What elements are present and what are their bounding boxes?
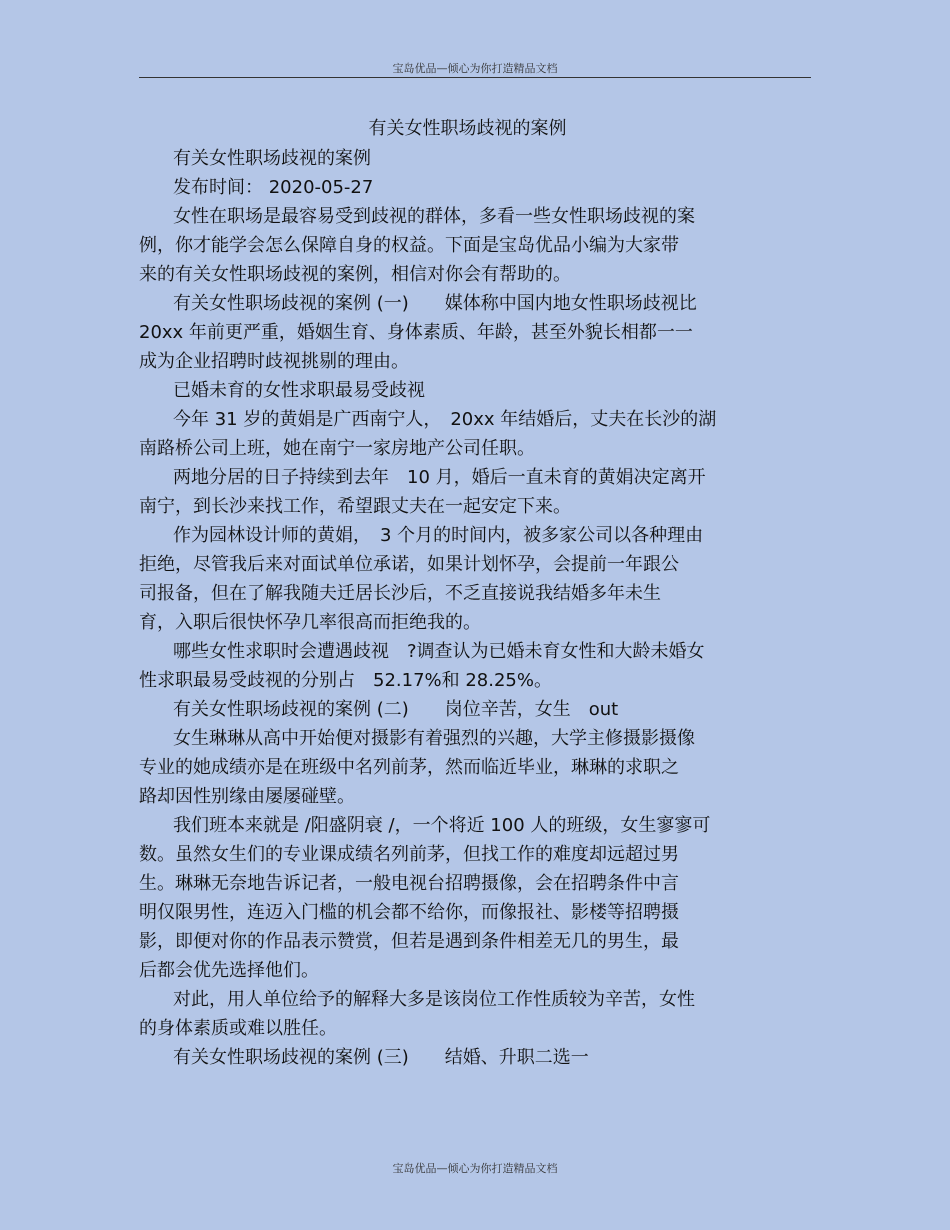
- header-divider: [139, 77, 811, 78]
- paragraph-line: 两地分居的日子持续到去年 10 月，婚后一直未育的黄娟决定离开: [173, 467, 706, 488]
- paragraph-line: 女生琳琳从高中开始便对摄影有着强烈的兴趣，大学主修摄影摄像: [173, 728, 695, 749]
- paragraph-line: 的身体素质或难以胜任。: [139, 1018, 337, 1039]
- subtitle-line: 有关女性职场歧视的案例: [173, 148, 371, 169]
- paragraph-line: 数。虽然女生们的专业课成绩名列前茅，但找工作的难度却远超过男: [139, 844, 679, 865]
- paragraph-line: 对此，用人单位给予的解释大多是该岗位工作性质较为辛苦，女性: [173, 989, 695, 1010]
- paragraph-line: 南路桥公司上班，她在南宁一家房地产公司任职。: [139, 438, 535, 459]
- publish-date-line: 发布时间： 2020-05-27: [173, 177, 374, 198]
- section-heading-line: 有关女性职场歧视的案例 (三) 结婚、升职二选一: [173, 1047, 589, 1068]
- page-footer: 宝岛优品—倾心为你打造精品文档: [392, 1162, 558, 1175]
- paragraph-line: 明仅限男性，连迈入门槛的机会都不给你，而像报社、影楼等招聘摄: [139, 902, 679, 923]
- document-body: [139, 144, 779, 1072]
- paragraph-line: 性求职最易受歧视的分别占 52.17%和 28.25%。: [139, 670, 552, 691]
- paragraph-line: 成为企业招聘时歧视挑剔的理由。: [139, 351, 409, 372]
- paragraph-line: 生。琳琳无奈地告诉记者，一般电视台招聘摄像，会在招聘条件中言: [139, 873, 679, 894]
- section-heading-line: 有关女性职场歧视的案例 (一) 媒体称中国内地女性职场歧视比: [173, 293, 697, 314]
- paragraph-line: 影，即便对你的作品表示赞赏，但若是遇到条件相差无几的男生，最: [139, 931, 679, 952]
- paragraph-line: 育，入职后很快怀孕几率很高而拒绝我的。: [139, 612, 481, 633]
- paragraph-line: 后都会优先选择他们。: [139, 960, 319, 981]
- paragraph-line: 南宁，到长沙来找工作，希望跟丈夫在一起安定下来。: [139, 496, 571, 517]
- subheading-line: 已婚未育的女性求职最易受歧视: [173, 380, 425, 401]
- paragraph-line: 20xx 年前更严重，婚姻生育、身体素质、年龄，甚至外貌长相都一一: [139, 322, 693, 343]
- paragraph-line: 哪些女性求职时会遭遇歧视 ?调查认为已婚未育女性和大龄未婚女: [173, 641, 705, 662]
- paragraph-line: 拒绝，尽管我后来对面试单位承诺，如果计划怀孕，会提前一年跟公: [139, 554, 679, 575]
- document-title: 有关女性职场歧视的案例: [368, 118, 567, 139]
- paragraph-line: 作为园林设计师的黄娟， 3 个月的时间内，被多家公司以各种理由: [173, 525, 704, 546]
- paragraph-line: 路却因性别缘由屡屡碰壁。: [139, 786, 355, 807]
- paragraph-line: 例，你才能学会怎么保障自身的权益。下面是宝岛优品小编为大家带: [139, 235, 679, 256]
- section-heading-line: 有关女性职场歧视的案例 (二) 岗位辛苦，女生 out: [173, 699, 619, 720]
- paragraph-line: 来的有关女性职场歧视的案例，相信对你会有帮助的。: [139, 264, 571, 285]
- paragraph-line: 我们班本来就是 /阳盛阴衰 /，一个将近 100 人的班级，女生寥寥可: [173, 815, 711, 836]
- paragraph-line: 女性在职场是最容易受到歧视的群体，多看一些女性职场歧视的案: [173, 206, 695, 227]
- paragraph-line: 今年 31 岁的黄娟是广西南宁人， 20xx 年结婚后，丈夫在长沙的湖: [173, 409, 717, 430]
- paragraph-line: 司报备，但在了解我随夫迁居长沙后，不乏直接说我结婚多年未生: [139, 583, 661, 604]
- paragraph-line: 专业的她成绩亦是在班级中名列前茅，然而临近毕业，琳琳的求职之: [139, 757, 679, 778]
- page-header: 宝岛优品—倾心为你打造精品文档: [392, 62, 558, 75]
